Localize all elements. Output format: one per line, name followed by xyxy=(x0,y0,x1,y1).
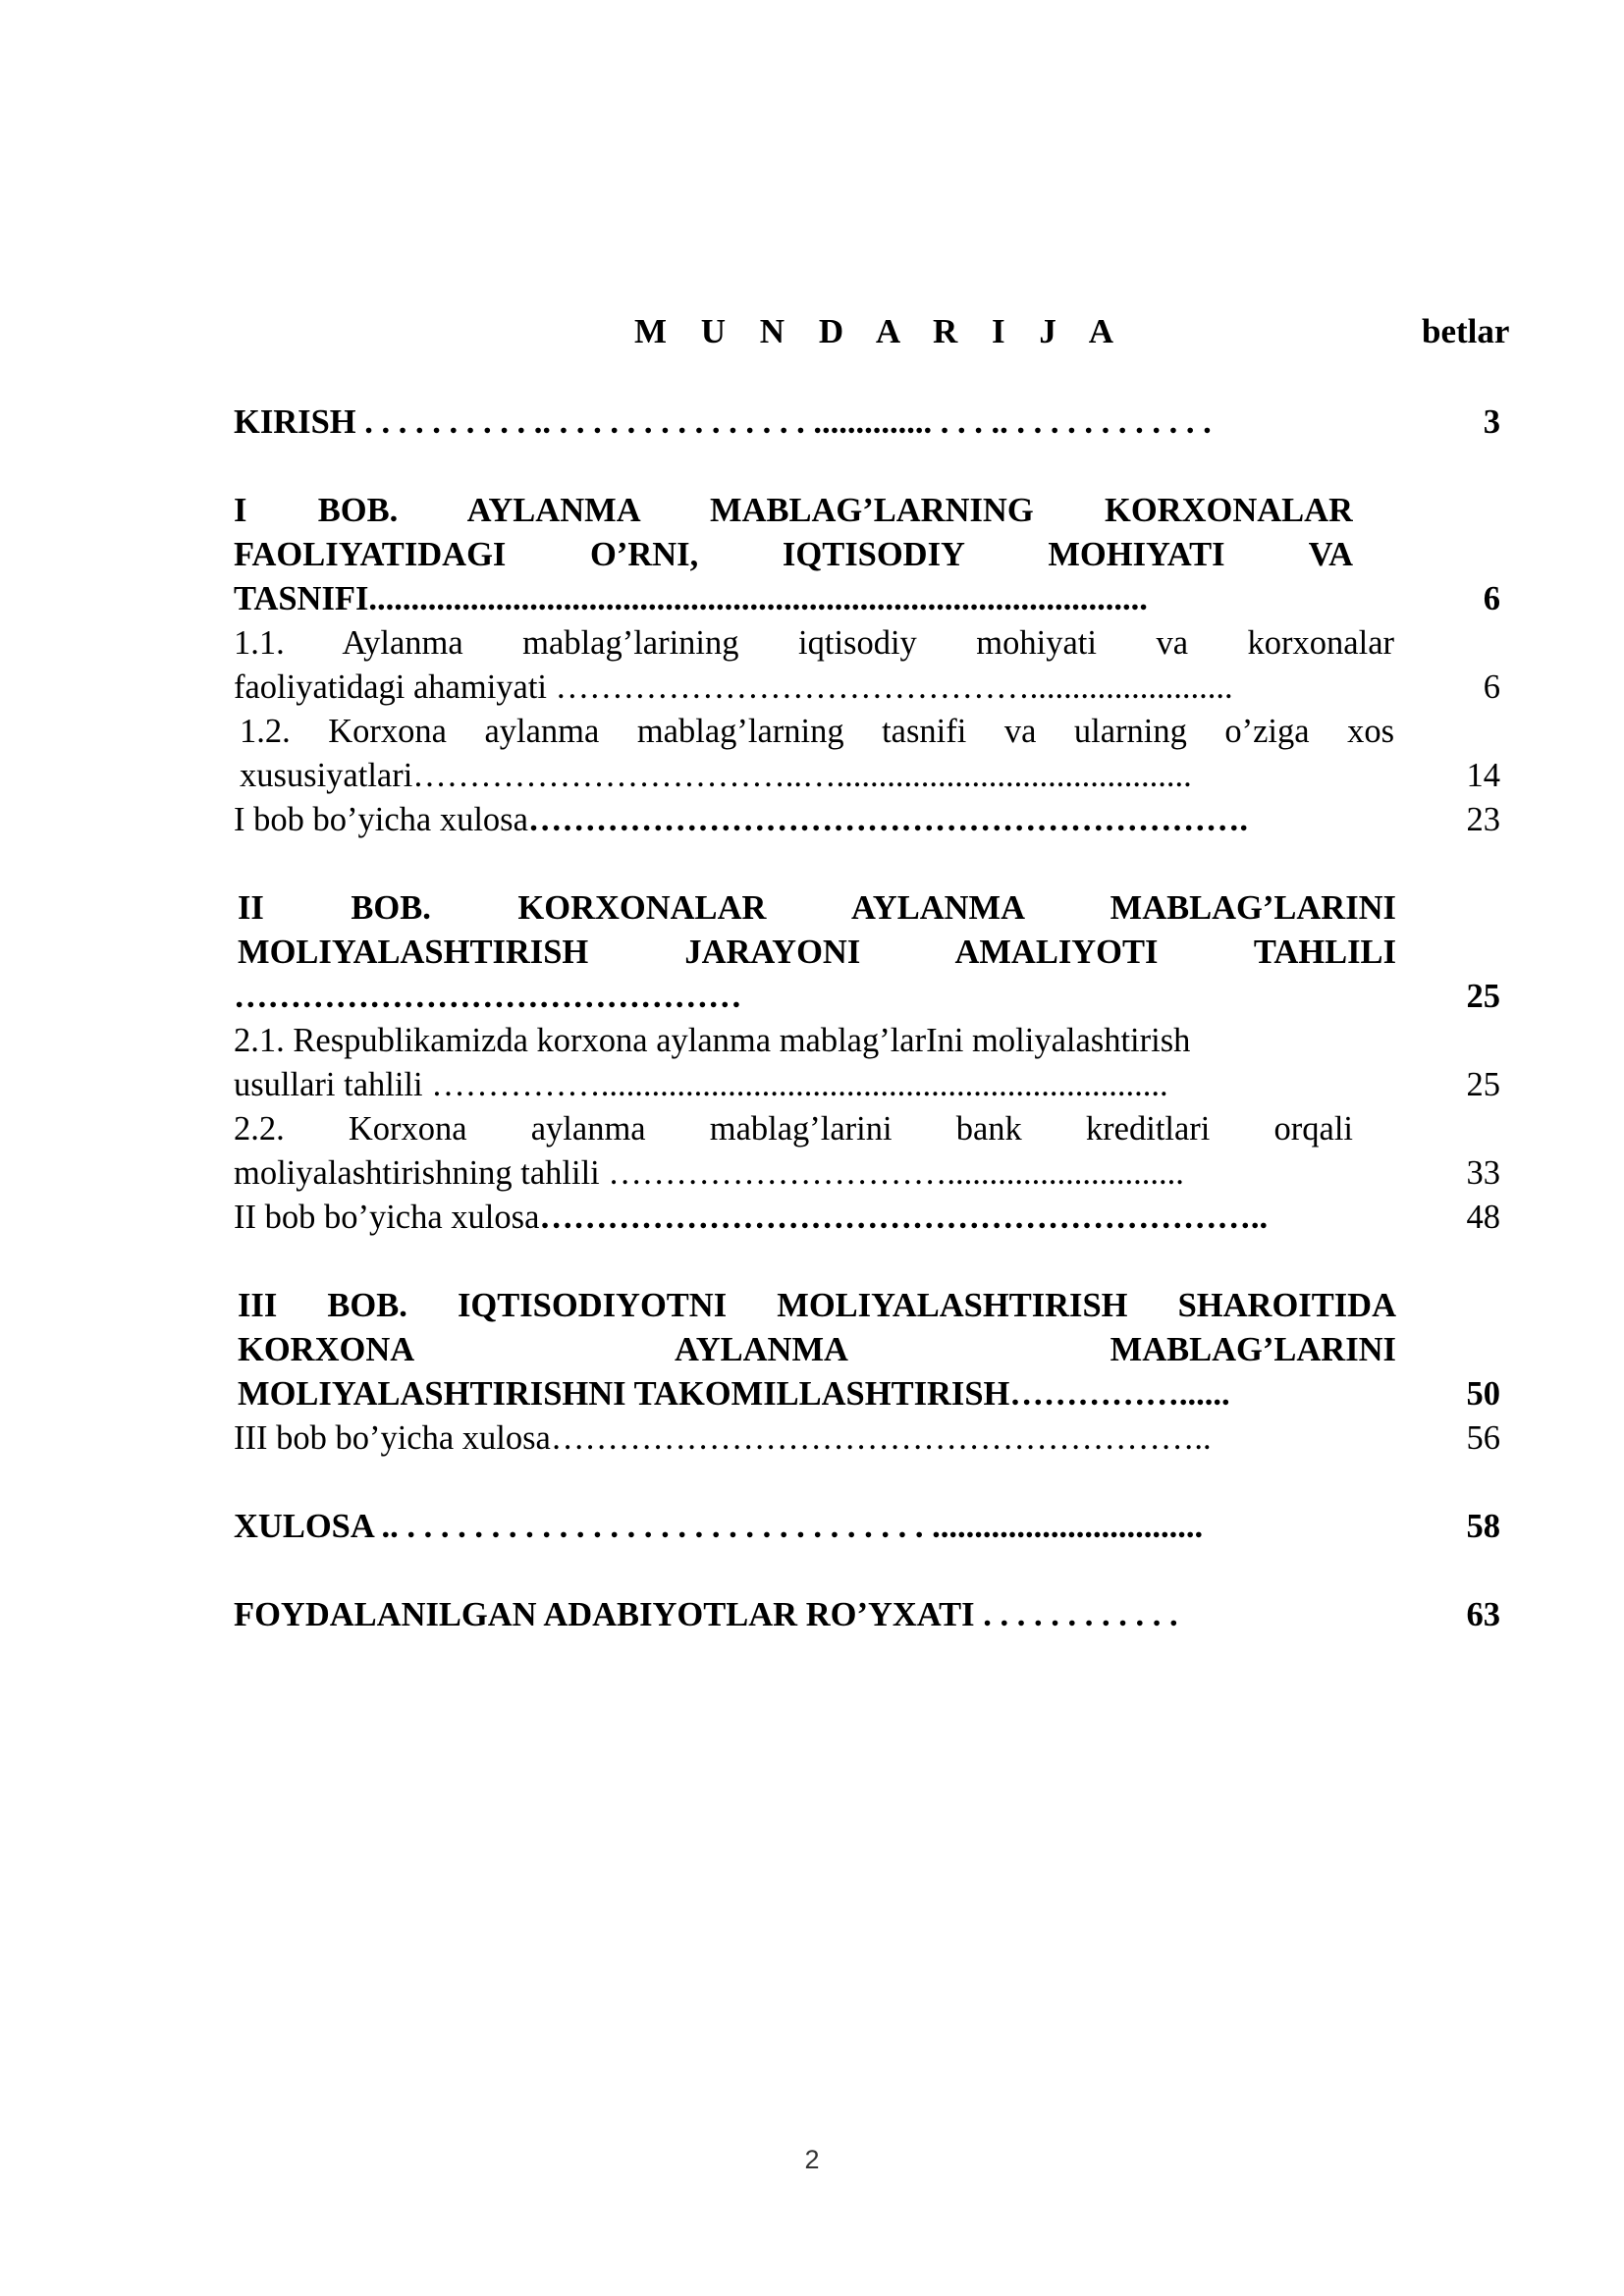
toc-page-number: 63 xyxy=(1466,1596,1500,1633)
toc-page-number: 25 xyxy=(1466,978,1500,1015)
toc-chapter-2-line-1[interactable]: II BOB. KORXONALAR AYLANMA MABLAG’LARINI xyxy=(238,889,1396,927)
toc-section-1-1-line-1[interactable]: 1.1. Aylanma mablag’larining iqtisodiy mohiyati va korxonalar xyxy=(234,624,1394,662)
toc-entry-bibliography[interactable]: FOYDALANILGAN ADABIYOTLAR RO’YXATI . . . . . . . . . . . . 63 xyxy=(234,1593,1500,1637)
toc-entry-xulosa[interactable]: XULOSA .. . . . . . . . . . . . . . . . . . . . . . . . . . . . . . . . ................................ 58 xyxy=(234,1505,1500,1549)
toc-entry-kirish[interactable] xyxy=(234,400,1500,445)
toc-chapter-1-line-2[interactable]: FAOLIYATIDAGI O’RNI, IQTISODIY MOHIYATI VA xyxy=(234,536,1353,573)
toc-page-number: 6 xyxy=(1483,668,1500,706)
toc-page-number: 23 xyxy=(1466,801,1500,838)
toc-chapter-1-line-1[interactable]: I BOB. AYLANMA MABLAG’LARNING KORXONALAR xyxy=(234,492,1353,529)
toc-page-number: 14 xyxy=(1466,757,1500,794)
toc-section-1-1-line-2[interactable]: faoliyatidagi ahamiyati ……………………………………........................ 6 xyxy=(234,666,1500,710)
toc-section-2-1-line-2[interactable]: usullari tahlili ……………................................................................... 25 xyxy=(234,1063,1500,1107)
toc-section-2-1-line-1[interactable]: 2.1. Respublikamizda korxona aylanma mablag’larIni moliyalashtirish xyxy=(234,1022,1191,1059)
toc-page-number: 58 xyxy=(1466,1508,1500,1545)
toc-section-1-2-line-2[interactable]: xususiyatlari……………………………..….......................................... 14 xyxy=(240,754,1500,798)
toc-chapter-3-line-3[interactable]: MOLIYALASHTIRISHNI TAKOMILLASHTIRISH……………...... 50 xyxy=(238,1372,1500,1416)
pages-column-header: betlar xyxy=(1422,312,1510,350)
toc-page-number: 6 xyxy=(1483,580,1500,617)
toc-chapter-1-conclusion[interactable]: I bob bo’yicha xulosa………………………………………………………. 23 xyxy=(234,798,1500,842)
toc-entry-label: KIRISH . . . . . . . . . . .. . . . . . . . . . . . . . . . .............. . . . .. . . . . . . . . . . . . xyxy=(234,403,1212,441)
toc-chapter-3-line-1[interactable]: III BOB. IQTISODIYOTNI MOLIYALASHTIRISH SHAROITIDA xyxy=(238,1287,1396,1324)
toc-page-number: 56 xyxy=(1466,1419,1500,1457)
toc-section-2-2-line-2[interactable]: moliyalashtirishning tahlili …………………………............................ 33 xyxy=(234,1151,1500,1196)
toc-chapter-1-line-3[interactable]: TASNIFI............................................................................................ 6 xyxy=(234,577,1500,621)
toc-page-number: 50 xyxy=(1466,1375,1500,1413)
toc-page-number: 3 xyxy=(1483,403,1500,441)
toc-page-number: 33 xyxy=(1466,1154,1500,1192)
toc-chapter-3-conclusion[interactable]: III bob bo’yicha xulosa………………………………………………….. 56 xyxy=(234,1416,1500,1461)
toc-page-number: 48 xyxy=(1466,1199,1500,1236)
toc-chapter-2-line-3[interactable]: ……………………………………… 25 xyxy=(234,975,1500,1019)
toc-title: M U N D A R I J A xyxy=(634,312,1127,350)
toc-section-1-2-line-1[interactable]: 1.2. Korxona aylanma mablag’larning tasnifi va ularning o’ziga xos xyxy=(240,713,1394,750)
toc-chapter-3-line-2[interactable]: KORXONA AYLANMA MABLAG’LARINI xyxy=(238,1331,1396,1368)
toc-page-number: 25 xyxy=(1466,1066,1500,1103)
toc-chapter-2-conclusion[interactable]: II bob bo’yicha xulosa……………………………………………………….. 48 xyxy=(234,1196,1500,1240)
toc-section-2-2-line-1[interactable]: 2.2. Korxona aylanma mablag’larini bank kreditlari orqali xyxy=(234,1110,1353,1148)
toc-chapter-2-line-2[interactable]: MOLIYALASHTIRISH JARAYONI AMALIYOTI TAHLILI xyxy=(238,934,1396,971)
page-number: 2 xyxy=(804,2145,820,2174)
